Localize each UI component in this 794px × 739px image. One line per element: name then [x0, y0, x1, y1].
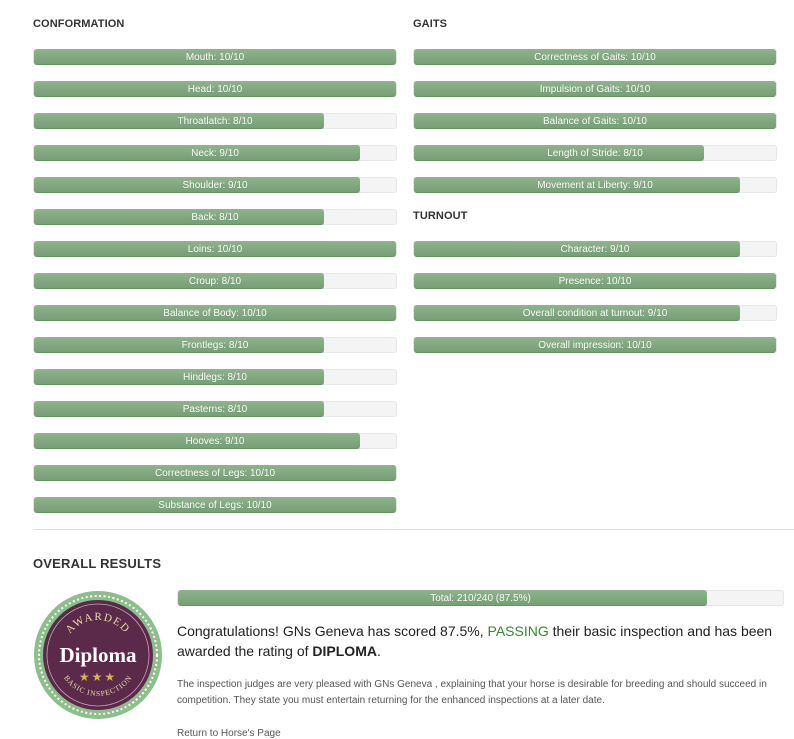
score-bar-label: Shoulder: 9/10: [182, 180, 248, 191]
score-bar-label: Balance of Body: 10/10: [163, 308, 267, 319]
score-bar-label: Presence: 10/10: [558, 276, 632, 287]
score-bar-label: Overall impression: 10/10: [538, 340, 652, 351]
section-divider: [33, 529, 794, 530]
score-bar-label: Correctness of Gaits: 10/10: [534, 52, 656, 63]
score-bar-balance-of-body: [33, 305, 397, 321]
gaits-list: [413, 49, 777, 193]
score-bar-label: Hooves: 9/10: [185, 436, 245, 447]
score-bar-label: Character: 9/10: [560, 244, 630, 255]
score-bar-label: Head: 10/10: [187, 84, 243, 95]
score-bar-label: Correctness of Legs: 10/10: [154, 468, 276, 479]
passing-status: PASSING: [487, 623, 549, 639]
score-bar-label: Croup: 8/10: [188, 276, 242, 287]
overall-results-title: OVERALL RESULTS: [33, 556, 162, 571]
score-bar-back: [33, 209, 397, 225]
score-bar-label: Balance of Gaits: 10/10: [543, 116, 647, 127]
score-bar-label: Neck: 9/10: [191, 148, 239, 159]
score-bar-label: Loins: 10/10: [187, 244, 243, 255]
score-bar-label: Length of Stride: 8/10: [547, 148, 643, 159]
score-bar-hindlegs: [33, 369, 397, 385]
return-link[interactable]: Return to Horse's Page: [177, 728, 281, 739]
score-bar-pasterns: [33, 401, 397, 417]
badge-top-text: AWARDED: [63, 610, 133, 636]
congrats-text-start: Congratulations! GNs Geneva has scored 87.5%,: [177, 623, 488, 639]
score-bar-throatlatch: [33, 113, 397, 129]
score-bar-label: Mouth: 10/10: [185, 52, 245, 63]
score-bar-head: [33, 81, 397, 97]
score-bar-label: Substance of Legs: 10/10: [158, 500, 272, 511]
score-bar-shoulder: [33, 177, 397, 193]
score-bar-mouth: [33, 49, 397, 65]
score-bar-label: Hindlegs: 8/10: [183, 372, 247, 383]
badge-stars: ★★★: [78, 670, 118, 684]
conformation-section: [33, 17, 397, 529]
diploma-badge: [33, 590, 163, 720]
score-bar-length-of-stride: [413, 145, 777, 161]
score-bar-substance-of-legs: [33, 497, 397, 513]
gaits-title: GAITS: [413, 18, 448, 30]
conformation-list: [33, 49, 397, 513]
score-bar-label: Frontlegs: 8/10: [181, 340, 249, 351]
rating-value: DIPLOMA: [312, 643, 377, 659]
score-bar-loins: [33, 241, 397, 257]
badge-bottom-text: BASIC INSPECTION: [62, 673, 134, 699]
score-bar-label: Pasterns: 8/10: [182, 404, 248, 415]
gaits-section: [413, 17, 777, 369]
score-bar-label: Impulsion of Gaits: 10/10: [539, 84, 651, 95]
score-bar-overall-condition-at-turnout: [413, 305, 777, 321]
congrats-text-end: .: [376, 643, 381, 659]
conformation-title: CONFORMATION: [33, 18, 125, 30]
score-bar-movement-at-liberty: [413, 177, 777, 193]
judges-comment: The inspection judges are very pleased with GNs Geneva , explaining that your horse is desirable for breeding and should succeed in competition. They state you must entertain returning for the enhanced inspections at a later date.: [177, 679, 767, 706]
score-bar-hooves: [33, 433, 397, 449]
score-bar-presence: [413, 273, 777, 289]
score-bar-label: Back: 8/10: [191, 212, 239, 223]
score-bar-correctness-of-legs: [33, 465, 397, 481]
score-bar-label: Throatlatch: 8/10: [177, 116, 253, 127]
score-bar-croup: [33, 273, 397, 289]
turnout-list: [413, 241, 777, 353]
score-bar-label: Movement at Liberty: 9/10: [537, 180, 653, 191]
score-bar-character: [413, 241, 777, 257]
badge-main-text: Diploma: [59, 643, 137, 667]
score-bar-balance-of-gaits: [413, 113, 777, 129]
score-bar-overall-impression: [413, 337, 777, 353]
congrats-text-middle: their basic inspection and has been awarded the rating of: [177, 623, 773, 659]
score-bar-frontlegs: [33, 337, 397, 353]
score-bar-label: Overall condition at turnout: 9/10: [522, 308, 668, 319]
score-bar-correctness-of-gaits: [413, 49, 777, 65]
congratulations-message: [177, 621, 787, 661]
score-bar-impulsion-of-gaits: [413, 81, 777, 97]
total-progress-label: Total: 210/240 (87.5%): [430, 593, 531, 604]
turnout-title: TURNOUT: [413, 210, 468, 222]
score-bar-neck: [33, 145, 397, 161]
total-progress-bar: [177, 590, 784, 606]
